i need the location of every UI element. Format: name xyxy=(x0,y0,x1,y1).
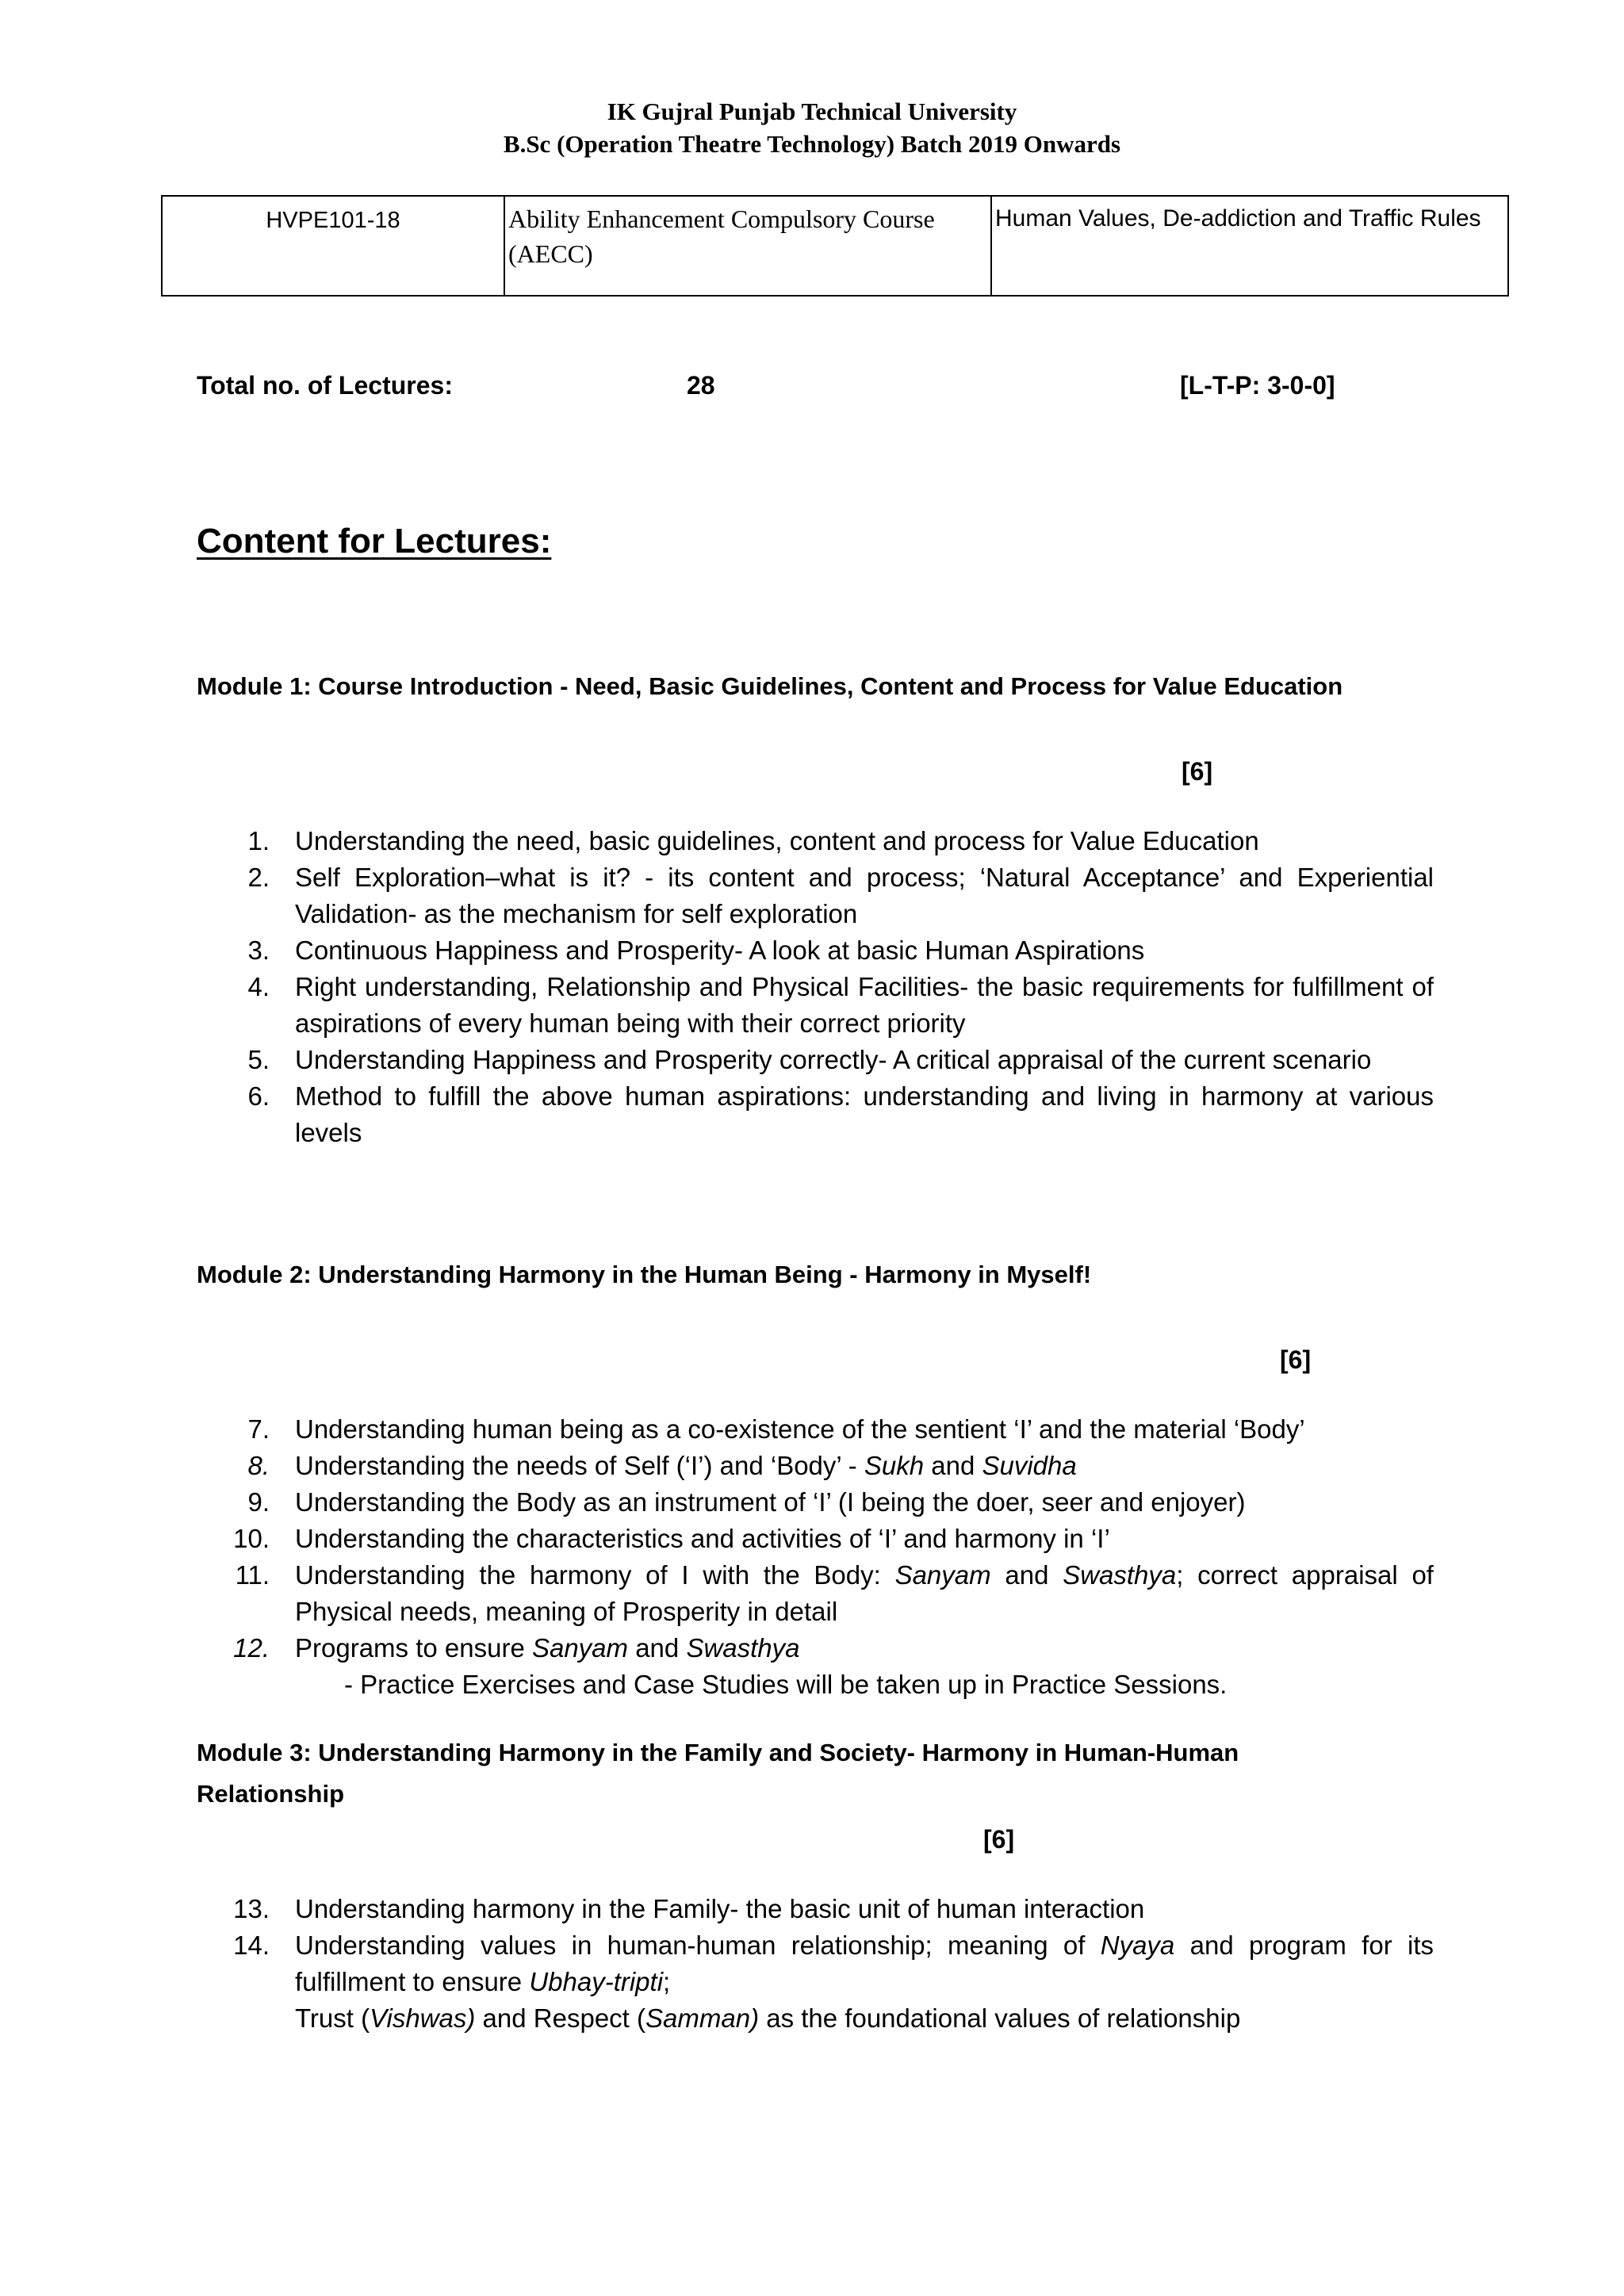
content-title: Content for Lectures: xyxy=(197,522,552,561)
module-3-title-line1: Module 3: Understanding Harmony in the Family and Society- Harmony in Human-Human xyxy=(197,1739,1239,1766)
list-item: 14. Understanding values in human-human relationship; meaning of Nyaya and program for its fulfillment to ensure Ubhay-tripti; Trust (Vishwas) and Respect (Samman) as the foundational values of relationship xyxy=(197,1927,1434,2037)
trust-respect-line: Trust (Vishwas) and Respect (Samman) as the foundational values of relationship xyxy=(295,2003,1241,2033)
lectures-count: 28 xyxy=(687,371,715,400)
course-title: Human Values, De-addiction and Traffic Rules xyxy=(991,196,1508,296)
list-item: 6. Method to fulfill the above human aspirations: understanding and living in harmony at various levels xyxy=(247,1081,1434,1147)
module-3-title-line2: Relationship xyxy=(197,1780,345,1808)
list-item: 4. Right understanding, Relationship and Physical Facilities- the basic requirements for fulfillment of aspirations of every human being with their correct priority xyxy=(247,972,1434,1038)
university-name: IK Gujral Punjab Technical University xyxy=(607,98,1017,125)
list-item: 9. Understanding the Body as an instrument of ‘I’ (I being the doer, seer and enjoyer) xyxy=(247,1487,1246,1517)
course-table xyxy=(161,195,1509,297)
practice-note: - Practice Exercises and Case Studies will be taken up in Practice Sessions. xyxy=(344,1670,1228,1699)
program-name: B.Sc (Operation Theatre Technology) Batch 2019 Onwards xyxy=(503,130,1121,158)
list-item: 10. Understanding the characteristics and activities of ‘I’ and harmony in ‘I’ xyxy=(233,1524,1110,1553)
list-item: 2. Self Exploration–what is it? - its content and process; ‘Natural Acceptance’ and Experiential Validation- as the mechanism for self exploration xyxy=(247,863,1434,928)
course-code: HVPE101-18 xyxy=(162,196,504,296)
module-1-hours: [6] xyxy=(1182,757,1213,786)
module-2-title: Module 2: Understanding Harmony in the Human Being - Harmony in Myself! xyxy=(197,1261,1092,1288)
list-item: 13. Understanding harmony in the Family- the basic unit of human interaction xyxy=(233,1894,1145,1923)
module-2-topics xyxy=(197,1411,1434,1703)
list-item: 1. Understanding the need, basic guidelines, content and process for Value Education xyxy=(247,826,1259,855)
list-item: 11. Understanding the harmony of I with the Body: Sanyam and Swasthya; correct appraisal of Physical needs, meaning of Prosperity in detail xyxy=(235,1560,1434,1626)
list-item: 7. Understanding human being as a co-existence of the sentient ‘I’ and the material ‘Body’ xyxy=(247,1414,1305,1444)
list-item: 3. Continuous Happiness and Prosperity- A look at basic Human Aspirations xyxy=(247,936,1145,965)
module-2-hours: [6] xyxy=(1280,1345,1312,1374)
module-3-hours: [6] xyxy=(983,1825,1015,1854)
list-item: 8. Understanding the needs of Self (‘I’) and ‘Body’ - Sukh and Suvidha xyxy=(247,1451,1077,1480)
course-category: Ability Enhancement Compulsory Course (AECC) xyxy=(504,196,991,296)
module-1-title: Module 1: Course Introduction - Need, Basic Guidelines, Content and Process for Value Education xyxy=(197,672,1343,700)
ltp-value: [L-T-P: 3-0-0] xyxy=(1180,371,1335,400)
module-3-topics xyxy=(197,1891,1434,2037)
module-1-topics xyxy=(197,823,1434,1151)
course-table-row xyxy=(162,196,1508,296)
list-item: 5. Understanding Happiness and Prosperity correctly- A critical appraisal of the current scenario xyxy=(247,1045,1372,1074)
lectures-label: Total no. of Lectures: xyxy=(197,371,453,400)
list-item: 12. Programs to ensure Sanyam and Swasthya - Practice Exercises and Case Studies will be taken up in Practice Sessions. xyxy=(197,1630,1434,1703)
